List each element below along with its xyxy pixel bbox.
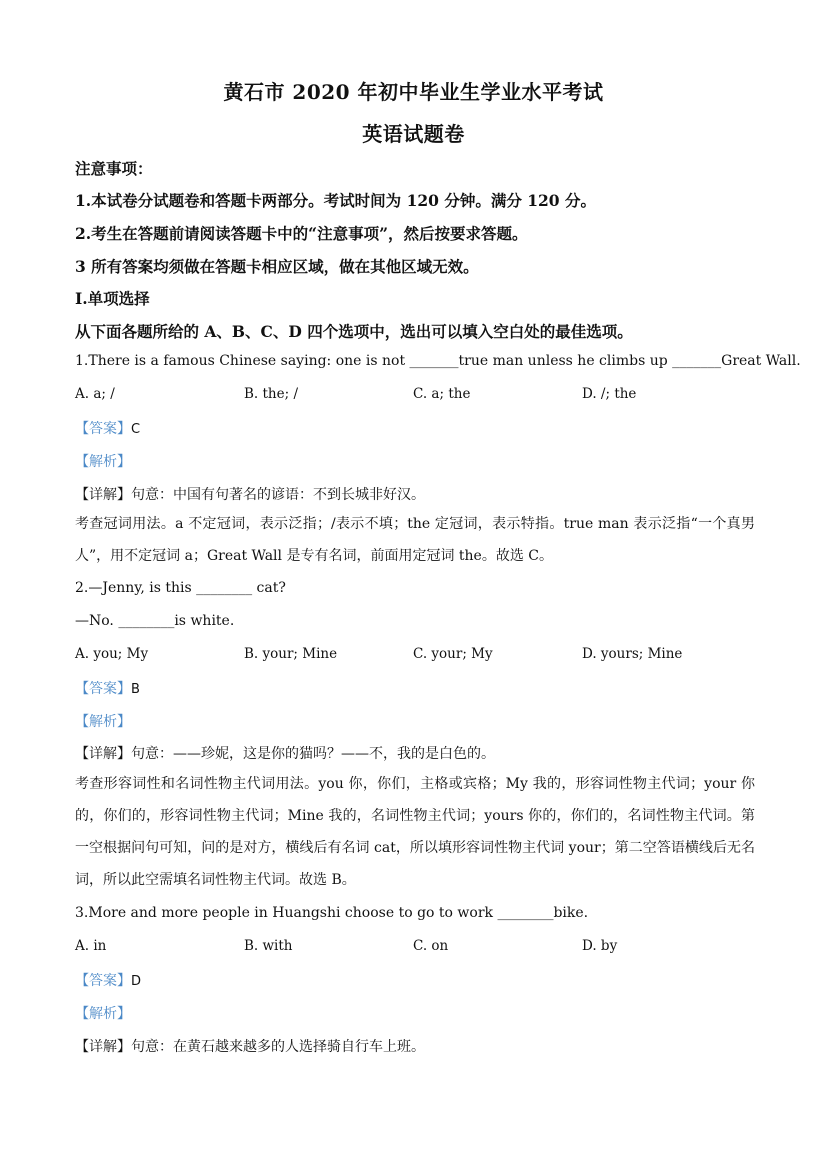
detail-text: 句意：在黄石越来越多的人选择骑自行车上班。: [131, 1039, 425, 1055]
question-1-option-d: D. /; the: [582, 386, 637, 402]
question-2-answer: [75, 678, 755, 698]
question-2-option-d: D. yours; Mine: [582, 646, 683, 662]
question-1-option-c: C. a; the: [413, 386, 471, 402]
question-2-explanation: 考查形容词性和名词性物主代词用法。you 你，你们，主格或宾格；My 我的，形容词性物主代词；your 你的，你们的，形容词性物主代词；Mine 我的，名词性物主代词；yours 你的，你们的，名词性物主代词。第一空根据问句可知，问的是对方，横线后有名词 cat，所以填形容词性物主代词 your；第二空答语横线后无名词，所以此空需填名词性物主代词。故选 B。: [75, 776, 755, 888]
detail-text: 句意：——珍妮，这是你的猫吗？——不，我的是白色的。: [131, 746, 495, 762]
question-2-stem-reply: —No. ________is white.: [75, 613, 235, 629]
section-title: I.单项选择: [75, 289, 150, 308]
exam-subtitle: 英语试题卷: [362, 122, 465, 146]
answer-label: 【答案】: [75, 973, 131, 989]
notice-item-1: 1.本试卷分试题卷和答题卡两部分。考试时间为 120 分钟。满分 120 分。: [75, 191, 596, 210]
detail-label: 【详解】: [75, 487, 131, 503]
question-2-option-a: A. you; My: [75, 646, 149, 662]
notice-item-2: 2.考生在答题前请阅读答题卡中的“注意事项”，然后按要求答题。: [75, 224, 528, 243]
question-1-option-b: B. the; /: [244, 386, 298, 402]
question-1-explanation: 考查冠词用法。a 不定冠词，表示泛指；/表示不填；the 定冠词，表示特指。true man 表示泛指“一个真男人”，用不定冠词 a；Great Wall 是专有名词，前面用定冠词 the。故选 C。: [75, 516, 755, 564]
question-3-option-b: B. with: [244, 938, 293, 954]
detail-text: 句意：中国有句著名的谚语：不到长城非好汉。: [131, 487, 425, 503]
section-instruction: 从下面各题所给的 A、B、C、D 四个选项中，选出可以填入空白处的最佳选项。: [75, 322, 633, 341]
question-3-analysis-label: 【解析】: [75, 1006, 131, 1022]
question-1-option-a: A. a; /: [75, 386, 115, 402]
exam-title: 黄石市 2020 年初中毕业生学业水平考试: [223, 80, 604, 104]
answer-label: 【答案】: [75, 681, 131, 697]
question-3-option-a: A. in: [75, 938, 107, 954]
question-1-answer: [75, 418, 755, 438]
question-2-analysis-label: 【解析】: [75, 714, 131, 730]
question-1-analysis-label: 【解析】: [75, 454, 131, 470]
question-3-stem: 3.More and more people in Huangshi choose to go to work ________bike.: [75, 905, 589, 921]
answer-value: D: [131, 974, 142, 989]
notice-item-3: 3 所有答案均须做在答题卡相应区域，做在其他区域无效。: [75, 257, 479, 276]
answer-label: 【答案】: [75, 421, 131, 437]
question-3-answer: [75, 970, 755, 990]
question-1-detail: [75, 484, 755, 504]
question-3-option-d: D. by: [582, 938, 618, 954]
question-3-detail: [75, 1036, 755, 1056]
question-2-option-c: C. your; My: [413, 646, 493, 662]
question-1-stem: 1.There is a famous Chinese saying: one is not _______true man unless he climbs up _______Great Wall.: [75, 353, 801, 369]
question-2-detail: [75, 743, 755, 763]
answer-value: C: [131, 422, 141, 437]
question-2-option-b: B. your; Mine: [244, 646, 338, 662]
detail-label: 【详解】: [75, 1039, 131, 1055]
notice-heading: 注意事项：: [75, 159, 153, 178]
answer-value: B: [131, 682, 140, 697]
detail-label: 【详解】: [75, 746, 131, 762]
question-2-stem: 2.—Jenny, is this ________ cat?: [75, 580, 286, 596]
question-3-option-c: C. on: [413, 938, 449, 954]
